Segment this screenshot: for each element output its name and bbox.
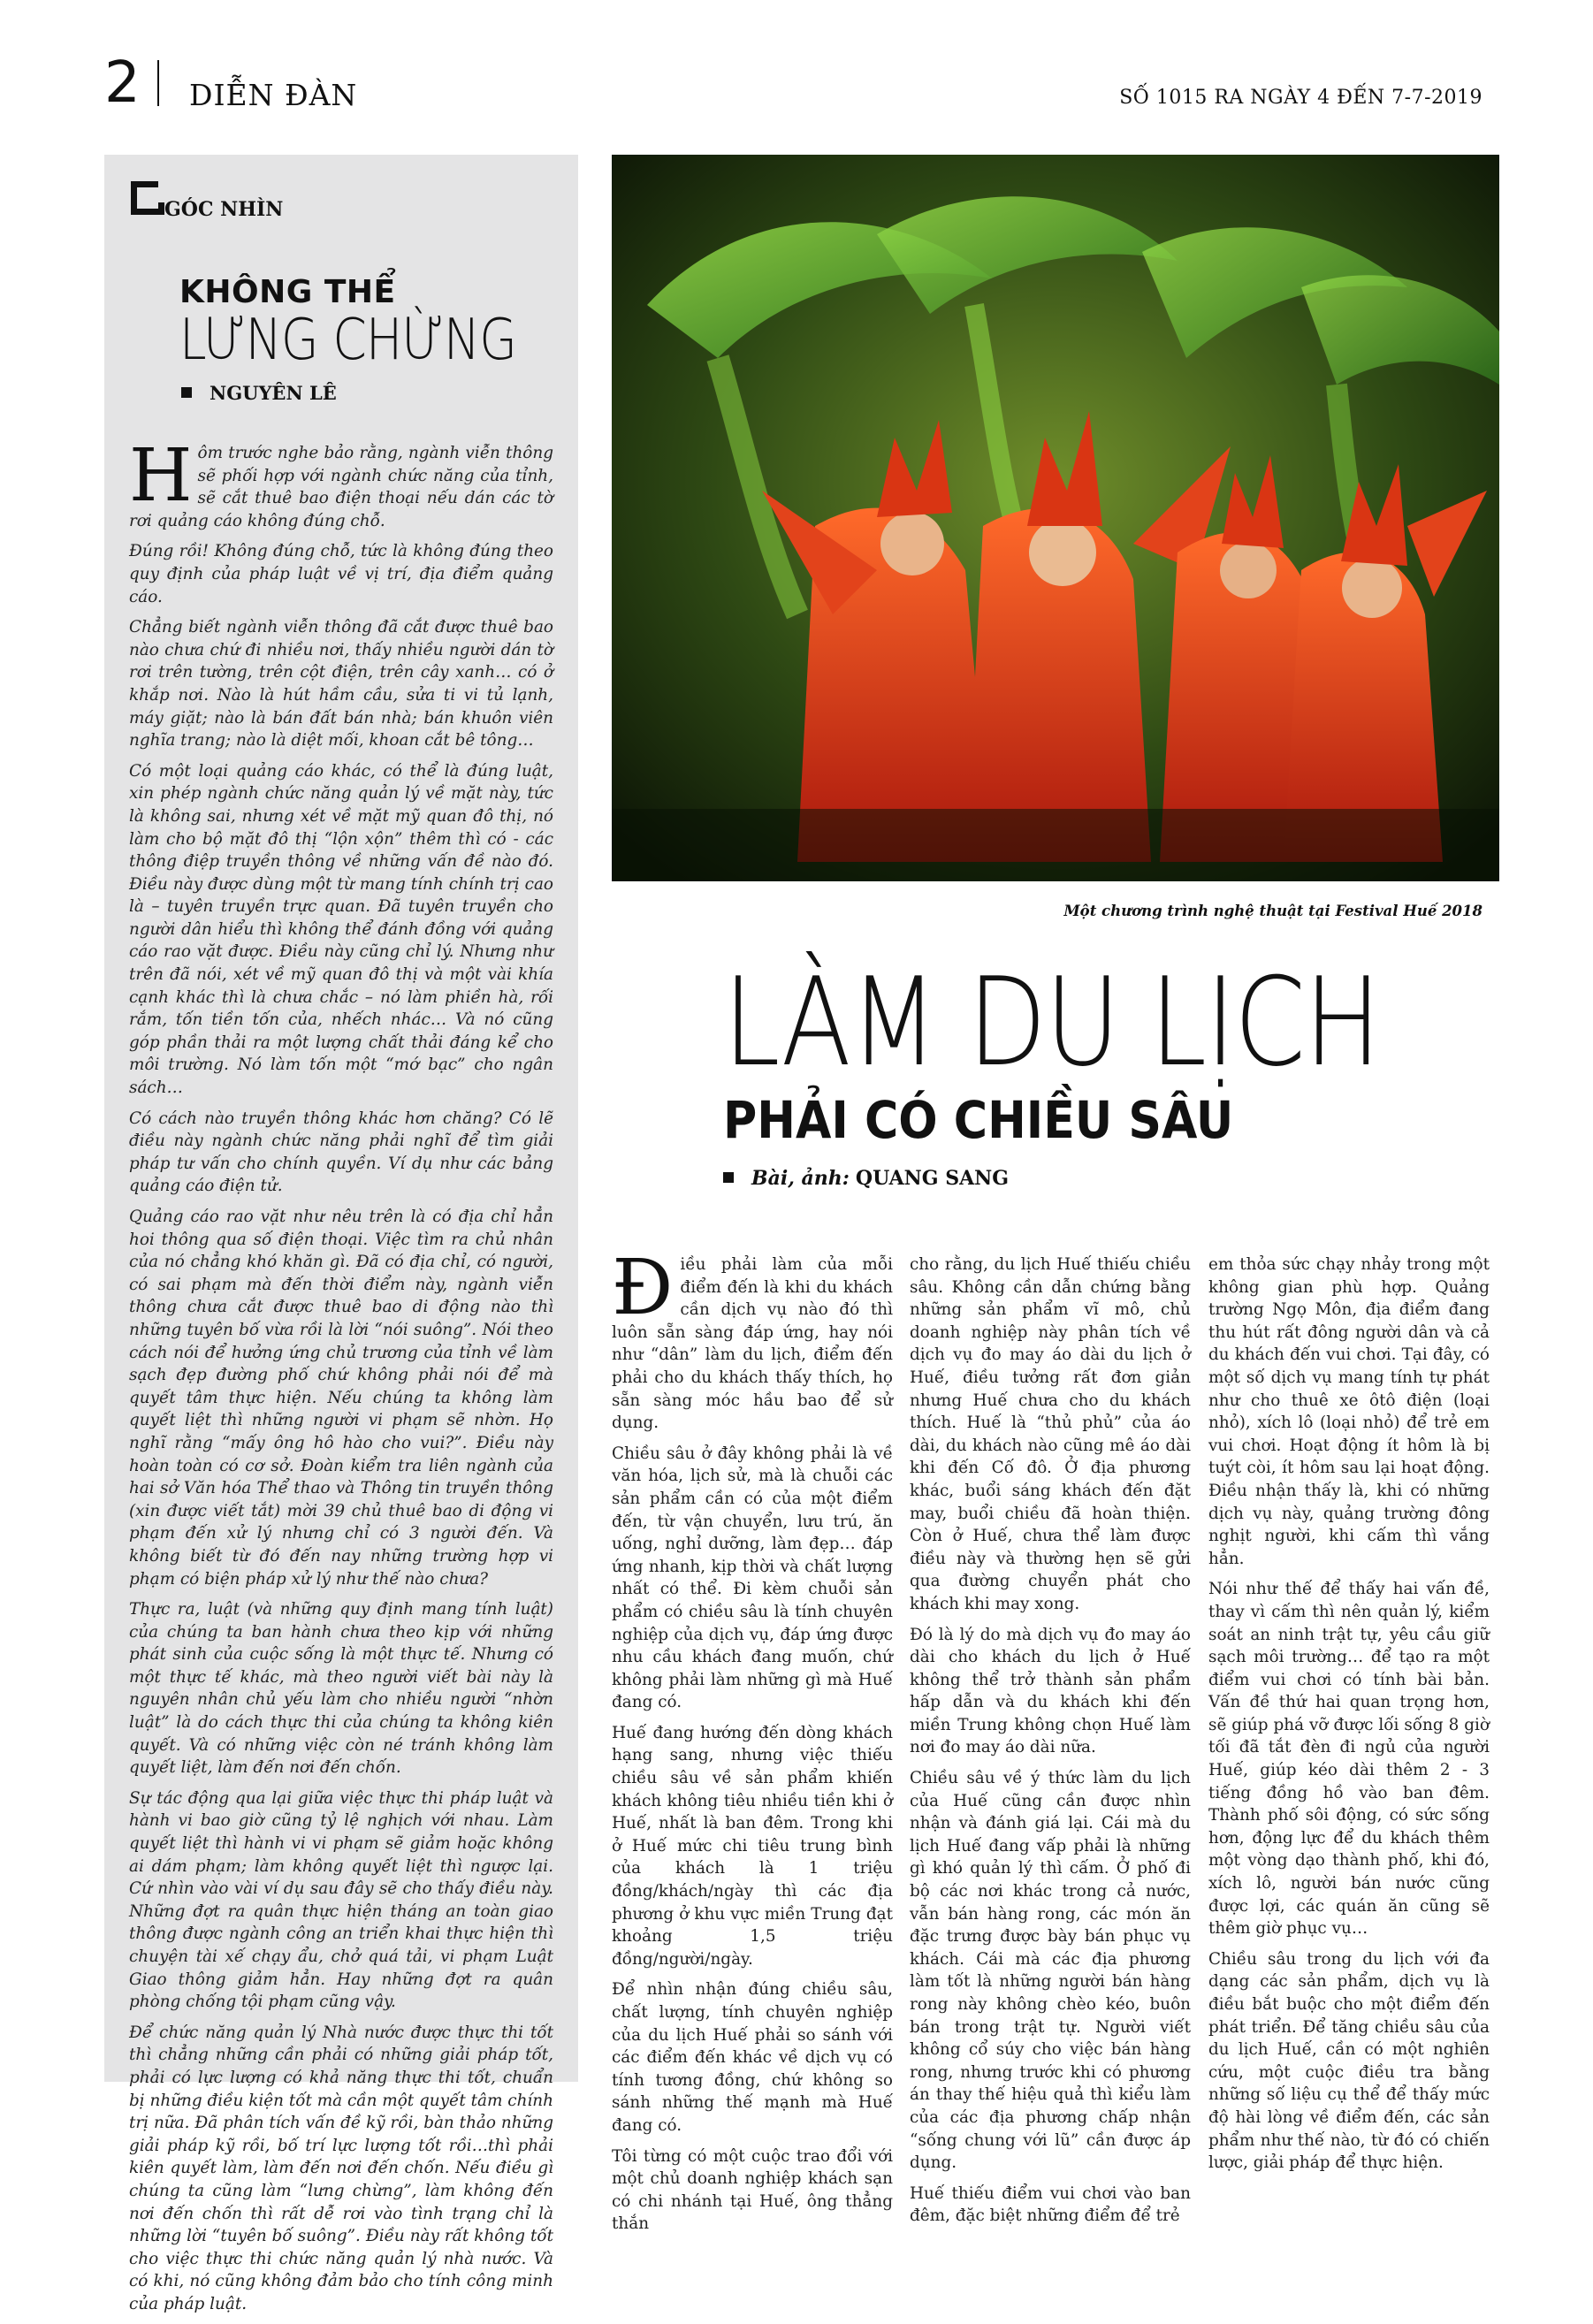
sidebar-author [181, 382, 337, 404]
festival-photo-illustration [612, 155, 1499, 881]
article-paragraph: Nói như thế để thấy hai vấn đề, thay vì cấm thì nên quản lý, kiểm soát an ninh trật tự, yêu cầu giữ sạch môi trường… để tạo ra một điểm vui chơi có tính bài bản. Vấn đề thứ hai quan trọng hơn, sẽ giúp phá vỡ được lối sống 8 giờ tối đã tắt đèn đi ngủ của người Huế, giúp kéo dài thêm 2 - 3 tiếng đồng hồ vào ban đêm. Thành phố sôi động, có sức sống hơn, động lực để du khách thêm một vòng dạo thành phố, khi đó, xích lô, người bán nước cũng được lợi, các quán ăn cũng sẽ thêm giờ phục vụ… [1208, 1580, 1490, 1939]
sidebar-paragraph: Có cách nào truyền thông khác hơn chăng? Có lẽ điều này ngành chức năng phải nghĩ để tìm giải pháp tư vấn cho chính quyền. Ví dụ như các bảng quảng cáo điện tử. [129, 1109, 553, 1196]
article-title: LÀM DU LỊCH [723, 951, 1380, 1093]
article-paragraph: Đó là lý do mà dịch vụ đo may áo dài cho khách du lịch ở Huế không thể trở thành sản phẩm hấp dẫn và du khách khi đến miền Trung không chọn Huế làm nơi đo may áo dài nữa. [910, 1625, 1191, 1757]
sidebar-paragraph: Sự tác động qua lại giữa việc thực thi pháp luật và hành vi bao giờ cũng tỷ lệ nghịch với nhau. Làm quyết liệt thì hành vi vi phạm sẽ giảm hoặc không ai dám phạm; làm không quyết liệt thì ngược lại. Cứ nhìn vào vài ví dụ sau đây sẽ cho thấy điều này. Những đợt ra quân thực hiện tháng an toàn giao thông được ngành công an triển khai thực hiện thì chuyện tài xế chạy ẩu, chở quá tải, vi phạm Luật Giao thông giảm hẳn. Hay những đợt ra quân phòng chống tội phạm cũng vậy. [129, 1788, 553, 2012]
sidebar-paragraph: Hôm trước nghe bảo rằng, ngành viễn thông sẽ phối hợp với ngành chức năng của tỉnh, sẽ cắt thuê bao điện thoại nếu dán các tờ rơi quảng cáo không đúng chỗ. [129, 434, 553, 530]
header-divider [157, 60, 159, 106]
sidebar-paragraph: Có một loại quảng cáo khác, có thể là đúng luật, xin phép ngành chức năng quản lý về mặt này, tức là không sai, nhưng xét về mặt mỹ quan đô thị, nó làm cho bộ mặt đô thị “lộn xộn” thêm thì có - các thông điệp truyền thông về những vấn đề nào đó. Điều này được dùng một từ mang tính chính trị cao là – tuyên truyền trực quan. Đã tuyên truyền cho người dân hiểu thì không thể đánh đồng với quảng cáo rao vặt được. Điều này cũng chỉ lý. Nhưng như trên đã nói, xét về mỹ quan đô thị và một vài khía cạnh khác thì là chưa chắc – nó làm phiền hà, rối rắm, tốn tiền tốn của, nhếch nhác… Và nó cũng góp phần thải ra một lượng chất thải đáng kể cho môi trường. Nó làm tốn một “mớ bạc” cho ngân sách… [129, 761, 553, 1098]
sidebar-author-name: NGUYÊN LÊ [210, 382, 337, 404]
article-column-3 [1208, 1253, 1490, 2183]
bullet-square-icon [181, 387, 192, 398]
section-title: DIỄN ĐÀN [189, 78, 358, 112]
sidebar-title-line1: KHÔNG THỂ [179, 274, 396, 310]
bullet-square-icon [723, 1172, 734, 1183]
article-byline: Bài, ảnh: QUANG SANG [723, 1167, 1009, 1190]
article-paragraph: Chiều sâu trong du lịch với đa dạng các sản phẩm, dịch vụ là điều bắt buộc cho một điểm đến phát triển. Để tăng chiều sâu của du lịch Huế, cần có một nghiên cứu, một cuộc điều tra bằng những số liệu cụ thể để thấy mức độ hài lòng về điểm đến, các sản phẩm như thế nào, từ đó có chiến lược, giải pháp để thực hiện. [1208, 1949, 1490, 2173]
byline-name: QUANG SANG [855, 1167, 1010, 1190]
sidebar-paragraph: Để chức năng quản lý Nhà nước được thực thi tốt thì chẳng những cần phải có những giải pháp tốt, phải có lực lượng có khả năng thực thi tốt, chuẩn bị những điều kiện tốt mà cần một quyết tâm chính trị nữa. Đã phân tích vấn đề kỹ rồi, bàn thảo những giải pháp kỹ rồi, bố trí lực lượng tốt rồi…thì phải kiên quyết làm, làm đến nơi đến chốn. Nếu điều gì chúng ta cũng làm “lưng chừng”, làm không đến nơi đến chốn thì rất dễ rơi vào tình trạng chỉ là những lời “tuyên bố suông”. Điều này rất không tốt cho việc thực thi chức năng quản lý nhà nước. Và có khi, nó cũng không đảm bảo cho tính công minh của pháp luật. [129, 2023, 553, 2313]
article-paragraph: Chiều sâu về ý thức làm du lịch của Huế cũng cần được nhìn nhận và đánh giá lại. Cái mà du lịch Huế đang vấp phải là những gì khó quản lý thì cấm. Ở phố đi bộ các nơi khác trong cả nước, vẫn bán hàng rong, các món ăn đặc trưng được bày bán phục vụ khách. Cái mà các địa phương làm tốt là những người bán hàng rong này không chèo kéo, buôn bán trong trật tự. Người viết không cổ súy cho việc bán hàng rong, nhưng trước khi có phương án thay thế hiệu quả thì kiểu làm của các địa phương chấp nhận “sống chung với lũ” cần được áp dụng. [910, 1769, 1191, 2173]
photo-caption: Một chương trình nghệ thuật tại Festival Huế 2018 [1063, 903, 1482, 919]
sidebar-title-line2: LƯNG CHỪNG [179, 308, 517, 373]
festival-photo [612, 155, 1499, 881]
article-paragraph: Huế đang hướng đến dòng khách hạng sang, nhưng việc thiếu chiều sâu về sản phẩm khiến khách không tiêu nhiều tiền khi ở Huế, nhất là ban đêm. Trong khi ở Huế mức chi tiêu trung bình của khách là 1 triệu đồng/khách/ngày thì các địa phương ở khu vực miền Trung đạt khoảng 1,5 triệu đồng/người/ngày. [612, 1723, 893, 1969]
article-paragraph: Tôi từng có một cuộc trao đổi với một chủ doanh nghiệp khách sạn có chi nhánh tại Huế, ông thẳng thắn [612, 2146, 893, 2234]
article-paragraph: Để nhìn nhận đúng chiều sâu, chất lượng, tính chuyên nghiệp của du lịch Huế phải so sánh với các điểm đến khác về dịch vụ có tính tương đồng, chứ không so sánh những thế mạnh mà Huế đang có. [612, 1980, 893, 2135]
article-paragraph: cho rằng, du lịch Huế thiếu chiều sâu. Không cần dẫn chứng bằng những sản phẩm vĩ mô, chủ doanh nghiệp này phân tích về dịch vụ đo may áo dài du lịch ở Huế, điều tưởng rất đơn giản nhưng Huế chưa cho du khách thích. Huế là “thủ phủ” của áo dài, du khách nào cũng mê áo dài khi đến Cố đô. Ở địa phương khác, buổi sáng khách đến đặt may, buổi chiều đã hoàn thiện. Còn ở Huế, chưa thể làm được điều này và thường hẹn sẽ gửi qua đường chuyển phát cho khách khi may xong. [910, 1255, 1191, 1613]
sidebar-paragraph: Quảng cáo rao vặt như nêu trên là có địa chỉ hẳn hoi thông qua số điện thoại. Việc tìm ra chủ nhân của nó chẳng khó khăn gì. Đã có địa chỉ, có người, có sai phạm mà đến thời điểm này, ngành viễn thông chưa cắt được thuê bao di động nào thì những tuyên bố vừa rồi là lời “nói suông”. Nói theo cách nói để hưởng ứng chủ trương của tỉnh về làm sạch đẹp đường phố chứ không phải nói để mà quyết tâm thực hiện. Nếu chúng ta không làm quyết liệt thì những người vi phạm sẽ nhờn. Họ nghĩ rằng “mấy ông hô hào cho vui?”. Điều này hoàn toàn có cơ sở. Đoàn kiểm tra liên ngành của hai sở Văn hóa Thể thao và Thông tin truyền thông (xin được viết tắt) mời 39 chủ thuê bao di động vi phạm đến xử lý nhưng chỉ có 3 người đến. Và không biết từ đó đến nay những trường hợp vi phạm có biện pháp xử lý như thế nào chưa? [129, 1208, 553, 1589]
article-paragraph: em thỏa sức chạy nhảy trong một không gian phù hợp. Quảng trường Ngọ Môn, địa điểm đang thu hút rất đông người dân và cả du khách đến vui chơi. Tại đây, có một số dịch vụ mang tính tự phát như cho thuê xe ôtô điện (loại nhỏ), xích lô (loại nhỏ) để trẻ em vui chơi. Hoạt động ít hôm là bị tuýt còi, ít hôm sau lại hoạt động. Điều nhận thấy là, khi có những dịch vụ này, quảng trường đông nghịt người, khi cấm thì vắng hẳn. [1208, 1255, 1490, 1568]
article-dropcap: Đ [612, 1244, 674, 1332]
article-column-2 [910, 1253, 1191, 2236]
sidebar-body [129, 434, 553, 2324]
sidebar-dropcap: H [129, 434, 193, 518]
sidebar-paragraph: Chẳng biết ngành viễn thông đã cắt được thuê bao nào chưa chứ đi nhiều nơi, thấy nhiều người dán tờ rơi trên tường, trên cột điện, trên cây xanh… có ở khắp nơi. Nào là hút hầm cầu, sửa ti vi tủ lạnh, máy giặt; nào là bán đất bán nhà; bán khuôn viên nghĩa trang; nào là diệt mối, khoan cắt bê tông… [129, 618, 553, 751]
article-paragraph: Huế thiếu điểm vui chơi vào ban đêm, đặc biệt những điểm để trẻ [910, 2183, 1191, 2226]
sidebar-paragraph: Đúng rồi! Không đúng chỗ, tức là không đúng theo quy định của pháp luật về vị trí, địa điểm quảng cáo. [129, 542, 553, 606]
sidebar-paragraph: Thực ra, luật (và những quy định mang tính luật) của chúng ta ban hành chưa theo kịp với những phát sinh của cuộc sống là một thực tế. Nhưng có một thực tế khác, mà theo người viết bài này là nguyên nhân chủ yếu làm cho nhiều người “nhờn luật” là do cách thực thi của chúng ta không kiên quyết. Và có những việc còn né tránh không làm quyết liệt, làm đến nơi đến chốn. [129, 1600, 553, 1778]
article-subtitle: PHẢI CÓ CHIỀU SÂU [723, 1090, 1234, 1150]
article-column-1 [612, 1244, 893, 2244]
page-number: 2 [104, 50, 141, 116]
article-paragraph: Điều phải làm của mỗi điểm đến là khi du khách cần dịch vụ nào đó thì luôn sẵn sàng đáp ứng, hay nói như “dân” làm du lịch, điểm đến phải cho du khách thấy thích, họ sẵn sàng móc hầu bao để sử dụng. [612, 1244, 893, 1433]
column-label: GÓC NHÌN [164, 198, 284, 221]
issue-info: SỐ 1015 RA NGÀY 4 ĐẾN 7-7-2019 [1119, 87, 1482, 109]
article-paragraph: Chiều sâu ở đây không phải là về văn hóa, lịch sử, mà là chuỗi các sản phẩm cần có của một điểm đến, từ vận chuyển, lưu trú, ăn uống, nghỉ dưỡng, làm đẹp… đáp ứng nhanh, kịp thời và chất lượng nhất có thể. Đi kèm chuỗi sản phẩm có chiều sâu là tính chuyên nghiệp của dịch vụ, đáp ứng được nhu cầu khách đang muốn, chứ không phải làm những gì mà Huế đang có. [612, 1444, 893, 1712]
